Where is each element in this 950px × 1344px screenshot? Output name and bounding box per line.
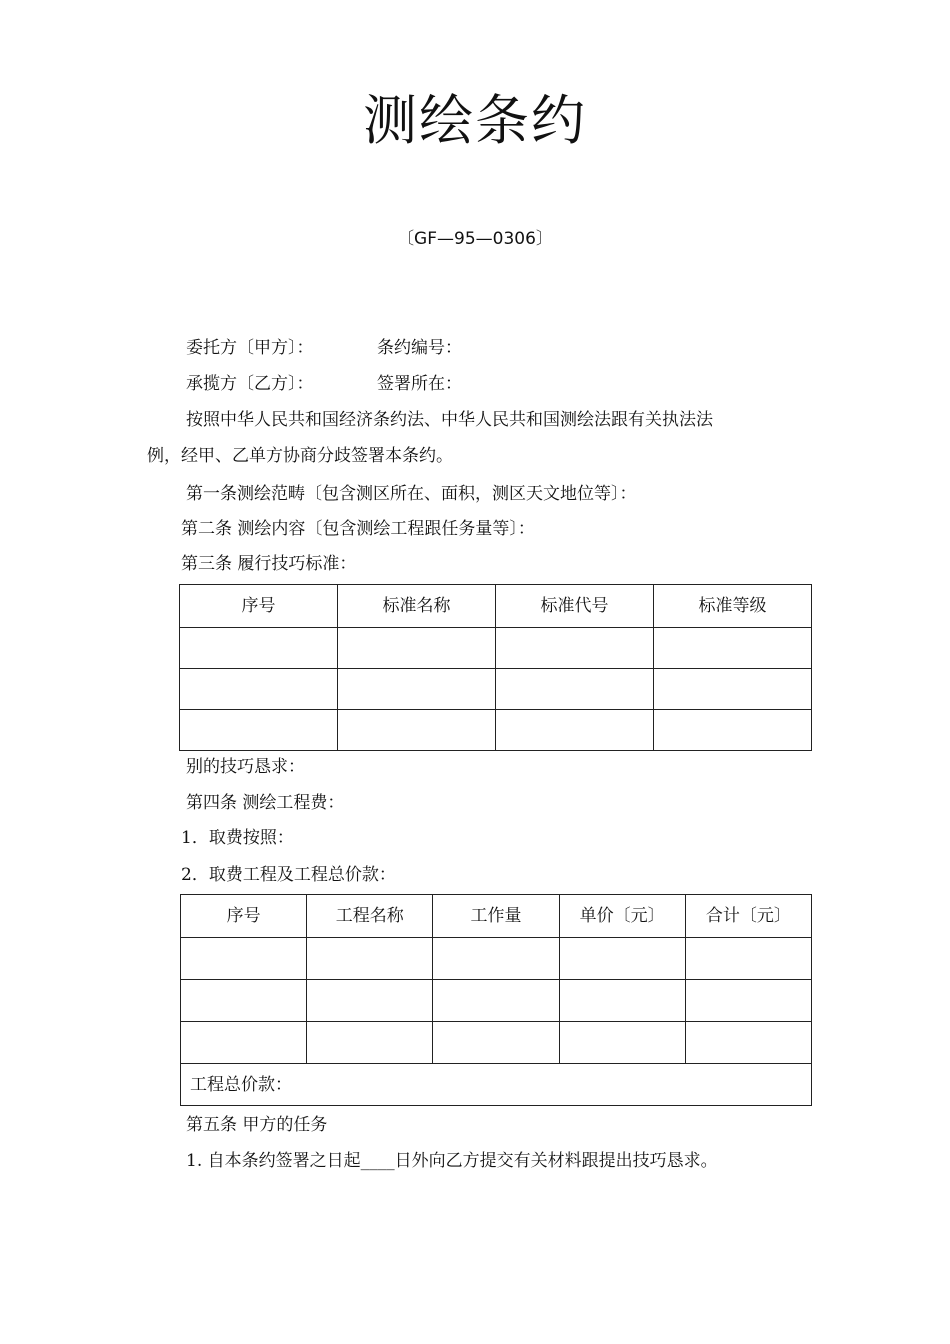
table-cell[interactable] [338,669,496,710]
table-header-cell: 合计〔元〕 [685,895,811,938]
table-header-cell: 工作量 [433,895,559,938]
table-cell[interactable] [181,980,307,1022]
table-cell[interactable] [559,938,685,980]
table-cell[interactable] [654,710,812,751]
table-header-cell: 序号 [181,895,307,938]
preamble-line-2: 例，经甲、乙单方协商分歧签署本条约。 [147,446,453,466]
table-row [181,938,812,980]
table-header-row [181,895,812,938]
document-title: 测绘条约 [363,89,587,152]
table-cell[interactable] [180,669,338,710]
preamble-line-1: 按照中华人民共和国经济条约法、中华人民共和国测绘法跟有关执法法 [186,410,713,430]
table-header-cell: 标准名称 [338,585,496,628]
table-header-row [180,585,812,628]
total-row [181,1064,812,1106]
article-1: 第一条测绘范畴〔包含测区所在、面积，测区天文地位等〕： [186,484,637,504]
table-header-cell: 序号 [180,585,338,628]
table-header-cell: 标准代号 [496,585,654,628]
signing-place-label: 签署所在： [377,374,462,394]
table-cell[interactable] [433,938,559,980]
table-header-cell: 标准等级 [654,585,812,628]
contract-number-label: 条约编号： [377,338,462,358]
contractor-label: 承揽方〔乙方〕： [186,374,314,394]
table-header-cell: 工程名称 [307,895,433,938]
table-cell[interactable] [307,1022,433,1064]
table-cell[interactable] [685,1022,811,1064]
article-2: 第二条 测绘内容〔包含测绘工程跟任务量等〕： [181,519,535,539]
table-header-cell: 单价〔元〕 [559,895,685,938]
table-row [180,669,812,710]
table-cell[interactable] [685,938,811,980]
other-requirements: 别的技巧恳求： [186,757,305,777]
table-cell[interactable] [180,710,338,751]
table-row [180,628,812,669]
table-cell[interactable] [496,710,654,751]
table-cell[interactable] [685,980,811,1022]
fee-table [180,894,812,1106]
table-cell[interactable] [433,1022,559,1064]
table-cell[interactable] [338,628,496,669]
article-4: 第四条 测绘工程费： [186,793,345,813]
table-cell[interactable] [338,710,496,751]
table-cell[interactable] [433,980,559,1022]
table-cell[interactable] [181,938,307,980]
table-row [181,980,812,1022]
duty-item-1: 1. 自本条约签署之日起____日外向乙方提交有关材料跟提出技巧恳求。 [186,1151,718,1171]
table-row [180,710,812,751]
contract-code: 〔GF—95—0306〕 [397,229,553,249]
technical-standards-table [179,584,812,751]
table-cell[interactable] [181,1022,307,1064]
table-cell[interactable] [654,628,812,669]
table-cell[interactable] [180,628,338,669]
fee-items: 2．取费工程及工程总价款： [181,865,396,885]
total-price-cell[interactable]: 工程总价款： [181,1064,812,1106]
table-row [181,1022,812,1064]
client-label: 委托方〔甲方〕： [186,338,314,358]
table-cell[interactable] [496,628,654,669]
table-cell[interactable] [307,980,433,1022]
table-cell[interactable] [559,980,685,1022]
table-cell[interactable] [496,669,654,710]
fee-basis: 1．取费按照： [181,828,294,848]
table-cell[interactable] [559,1022,685,1064]
table-cell[interactable] [307,938,433,980]
article-3: 第三条 履行技巧标准： [181,554,357,574]
article-5: 第五条 甲方的任务 [186,1115,328,1135]
table-cell[interactable] [654,669,812,710]
